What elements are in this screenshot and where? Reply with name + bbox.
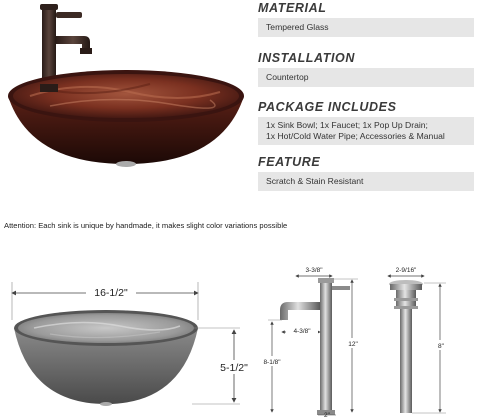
spec-value-line: 1x Hot/Cold Water Pipe; Accessories & Manual (266, 131, 445, 141)
spec-value: Scratch & Stain Resistant (258, 172, 474, 191)
attention-note: Attention: Each sink is unique by handmade, it makes slight color variations possible (4, 221, 288, 230)
faucet-spout-height-label: 8-1/8" (263, 359, 281, 366)
bowl-height-label: 5-1/2" (220, 362, 248, 374)
faucet-height-label: 12" (348, 341, 358, 348)
faucet-reach-label: 4-3/8" (293, 328, 311, 335)
spec-value-line: 1x Sink Bowl; 1x Faucet; 1x Pop Up Drain; (266, 120, 428, 130)
faucet-spout-shape (280, 302, 320, 320)
spec-value (258, 117, 474, 145)
spec-heading: PACKAGE INCLUDES (258, 100, 397, 114)
product-sink-image (0, 0, 250, 170)
spec-heading: MATERIAL (258, 1, 327, 15)
bowl-inner-shape (18, 313, 194, 343)
bowl-width-label: 16-1/2" (94, 287, 128, 299)
spec-installation (258, 50, 474, 87)
bowl-dimension-drawing (0, 268, 262, 418)
faucet-dimension-drawing (262, 262, 366, 418)
faucet-base-label: 2" (324, 412, 330, 418)
drain-top-label: 2-9/16" (395, 267, 417, 274)
pop-up-drain-icon (389, 280, 423, 413)
spec-package-includes (258, 99, 474, 145)
spec-heading: FEATURE (258, 155, 321, 169)
spec-feature (258, 154, 474, 191)
spec-value: Tempered Glass (258, 18, 474, 37)
spec-material (258, 0, 474, 37)
drain-dimension-drawing (372, 262, 476, 418)
faucet-top-label: 3-3/8" (305, 267, 323, 274)
drain-height-label: 8" (438, 343, 444, 350)
spec-value: Countertop (258, 68, 474, 87)
faucet-body-shape (320, 280, 332, 414)
spec-heading: INSTALLATION (258, 51, 356, 65)
